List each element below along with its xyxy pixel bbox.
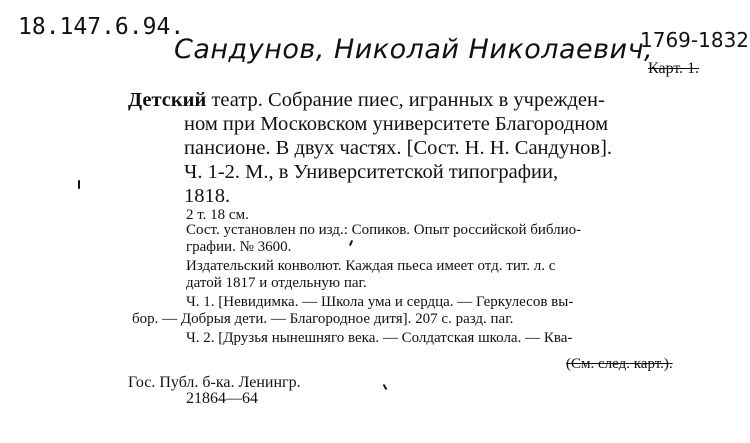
see-next-card: (См. след. карт.). (566, 356, 673, 372)
title-line: Ч. 1-2. М., в Университетской типографии, (184, 161, 559, 183)
author-years: 1769-1832 (640, 28, 750, 52)
ink-mark (383, 384, 388, 390)
title-first-word: Детский (128, 89, 207, 111)
contents-part-2: Ч. 2. [Друзья нынешняго века. — Солдатская школа. — Ква- (186, 330, 573, 346)
extent-note: 2 т. 18 см. (186, 207, 249, 223)
source-note: Сост. установлен по изд.: Сопиков. Опыт российской библио- (186, 222, 582, 238)
title-line: ном при Московском университете Благородном (184, 113, 609, 135)
title-line (128, 88, 728, 112)
card-number: Карт. 1. (648, 60, 700, 77)
contents-part-1: Ч. 1. [Невидимка. — Школа ума и сердца. — Геркулесов вы- (186, 294, 574, 310)
shelfmark: 18.147.6.94. (18, 14, 185, 40)
binding-note-cont: датой 1817 и отдельную паг. (186, 275, 367, 291)
title-line: пансионе. В двух частях. [Сост. Н. Н. Сандунов]. (184, 137, 613, 159)
title-line: 1818. (184, 185, 231, 207)
library-stamp: Гос. Публ. б-ка. Ленингр. (128, 374, 301, 391)
ink-mark (78, 180, 80, 189)
contents-part-1-cont: бор. — Добрыя дети. — Благородное дитя]. 207 с. разд. паг. (132, 311, 514, 327)
ink-mark (349, 240, 353, 246)
author-heading: Сандунов, Николай Николаевич, (174, 34, 654, 65)
title-rest: театр. Собрание пиес, игранных в учрежден- (206, 89, 605, 111)
inventory-number: 21864—64 (186, 390, 258, 407)
source-note-cont: графии. № 3600. (186, 239, 292, 255)
title-description (128, 88, 728, 208)
binding-note: Издательский конволют. Каждая пьеса имеет отд. тит. л. с (186, 258, 556, 274)
